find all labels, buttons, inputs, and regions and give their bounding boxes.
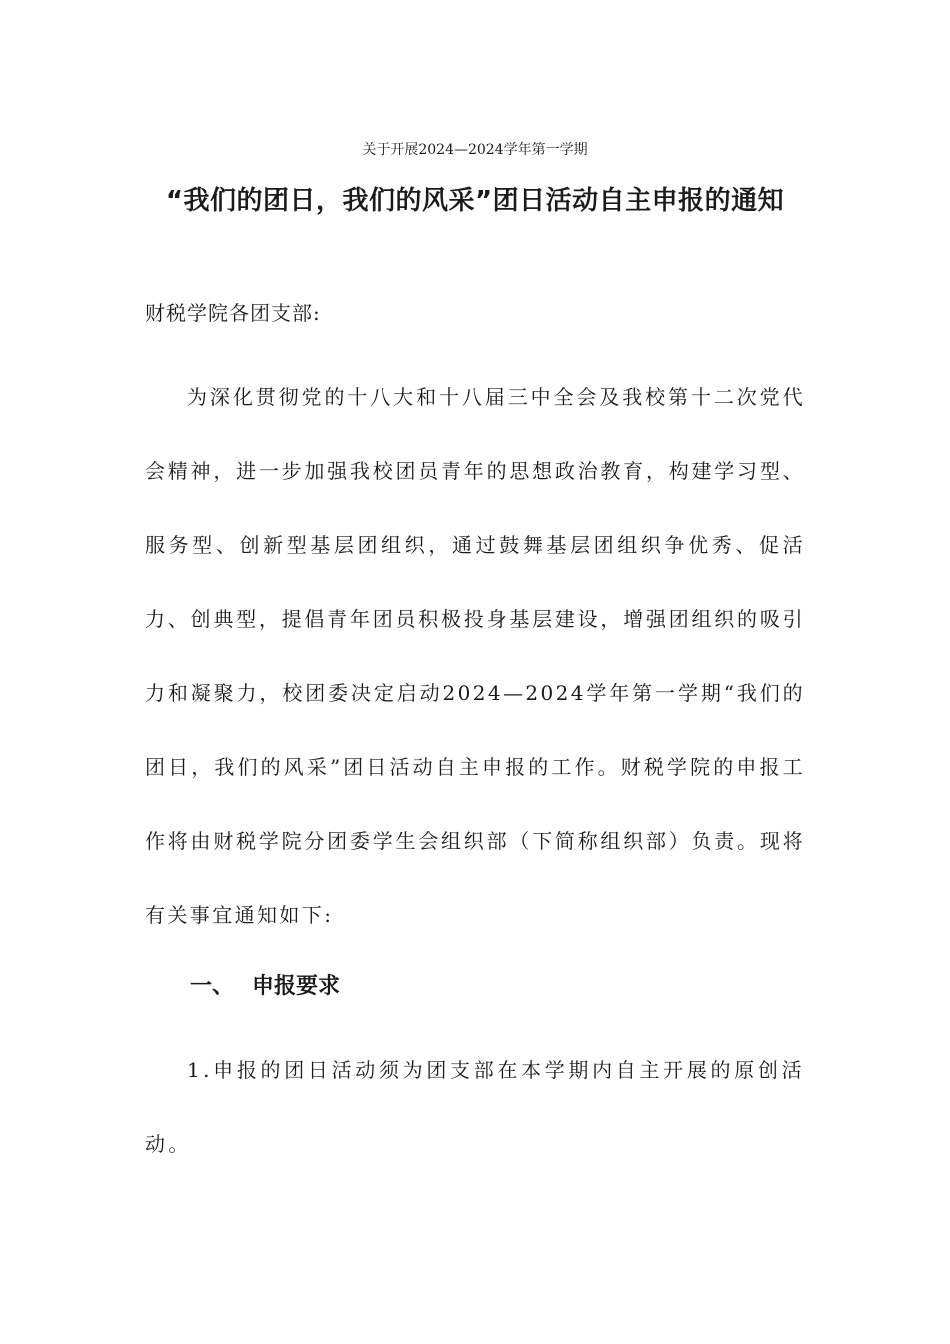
salutation: 财税学院各团支部: — [145, 301, 321, 325]
document-title: “我们的团日，我们的风采”团日活动自主申报的通知 — [165, 186, 785, 216]
intro-paragraph: 为深化贯彻党的十八大和十八届三中全会及我校第十二次党代会精神，进一步加强我校团员青年的思想政治教育，构建学习型、服务型、创新型基层团组织，通过鼓舞基层团组织争优秀、促活力、创典型，提倡青年团员积极投身基层建设，增强团组织的吸引力和凝聚力，校团委决定启动2024—2024学年第一学期“我们的团日，我们的风采”团日活动自主申报的工作。财税学院的申报工作将由财税学院分团委学生会组织部（下简称组织部）负责。现将有关事宜通知如下: — [145, 385, 805, 927]
section-number: 一、 — [190, 974, 235, 999]
section-heading-text: 申报要求 — [252, 974, 341, 999]
requirement-item: 1.申报的团日活动须为团支部在本学期内自主开展的原创活动。 — [145, 1058, 805, 1156]
document-subtitle: 关于开展2024—2024学年第一学期 — [362, 142, 588, 158]
section-heading — [190, 970, 790, 1004]
